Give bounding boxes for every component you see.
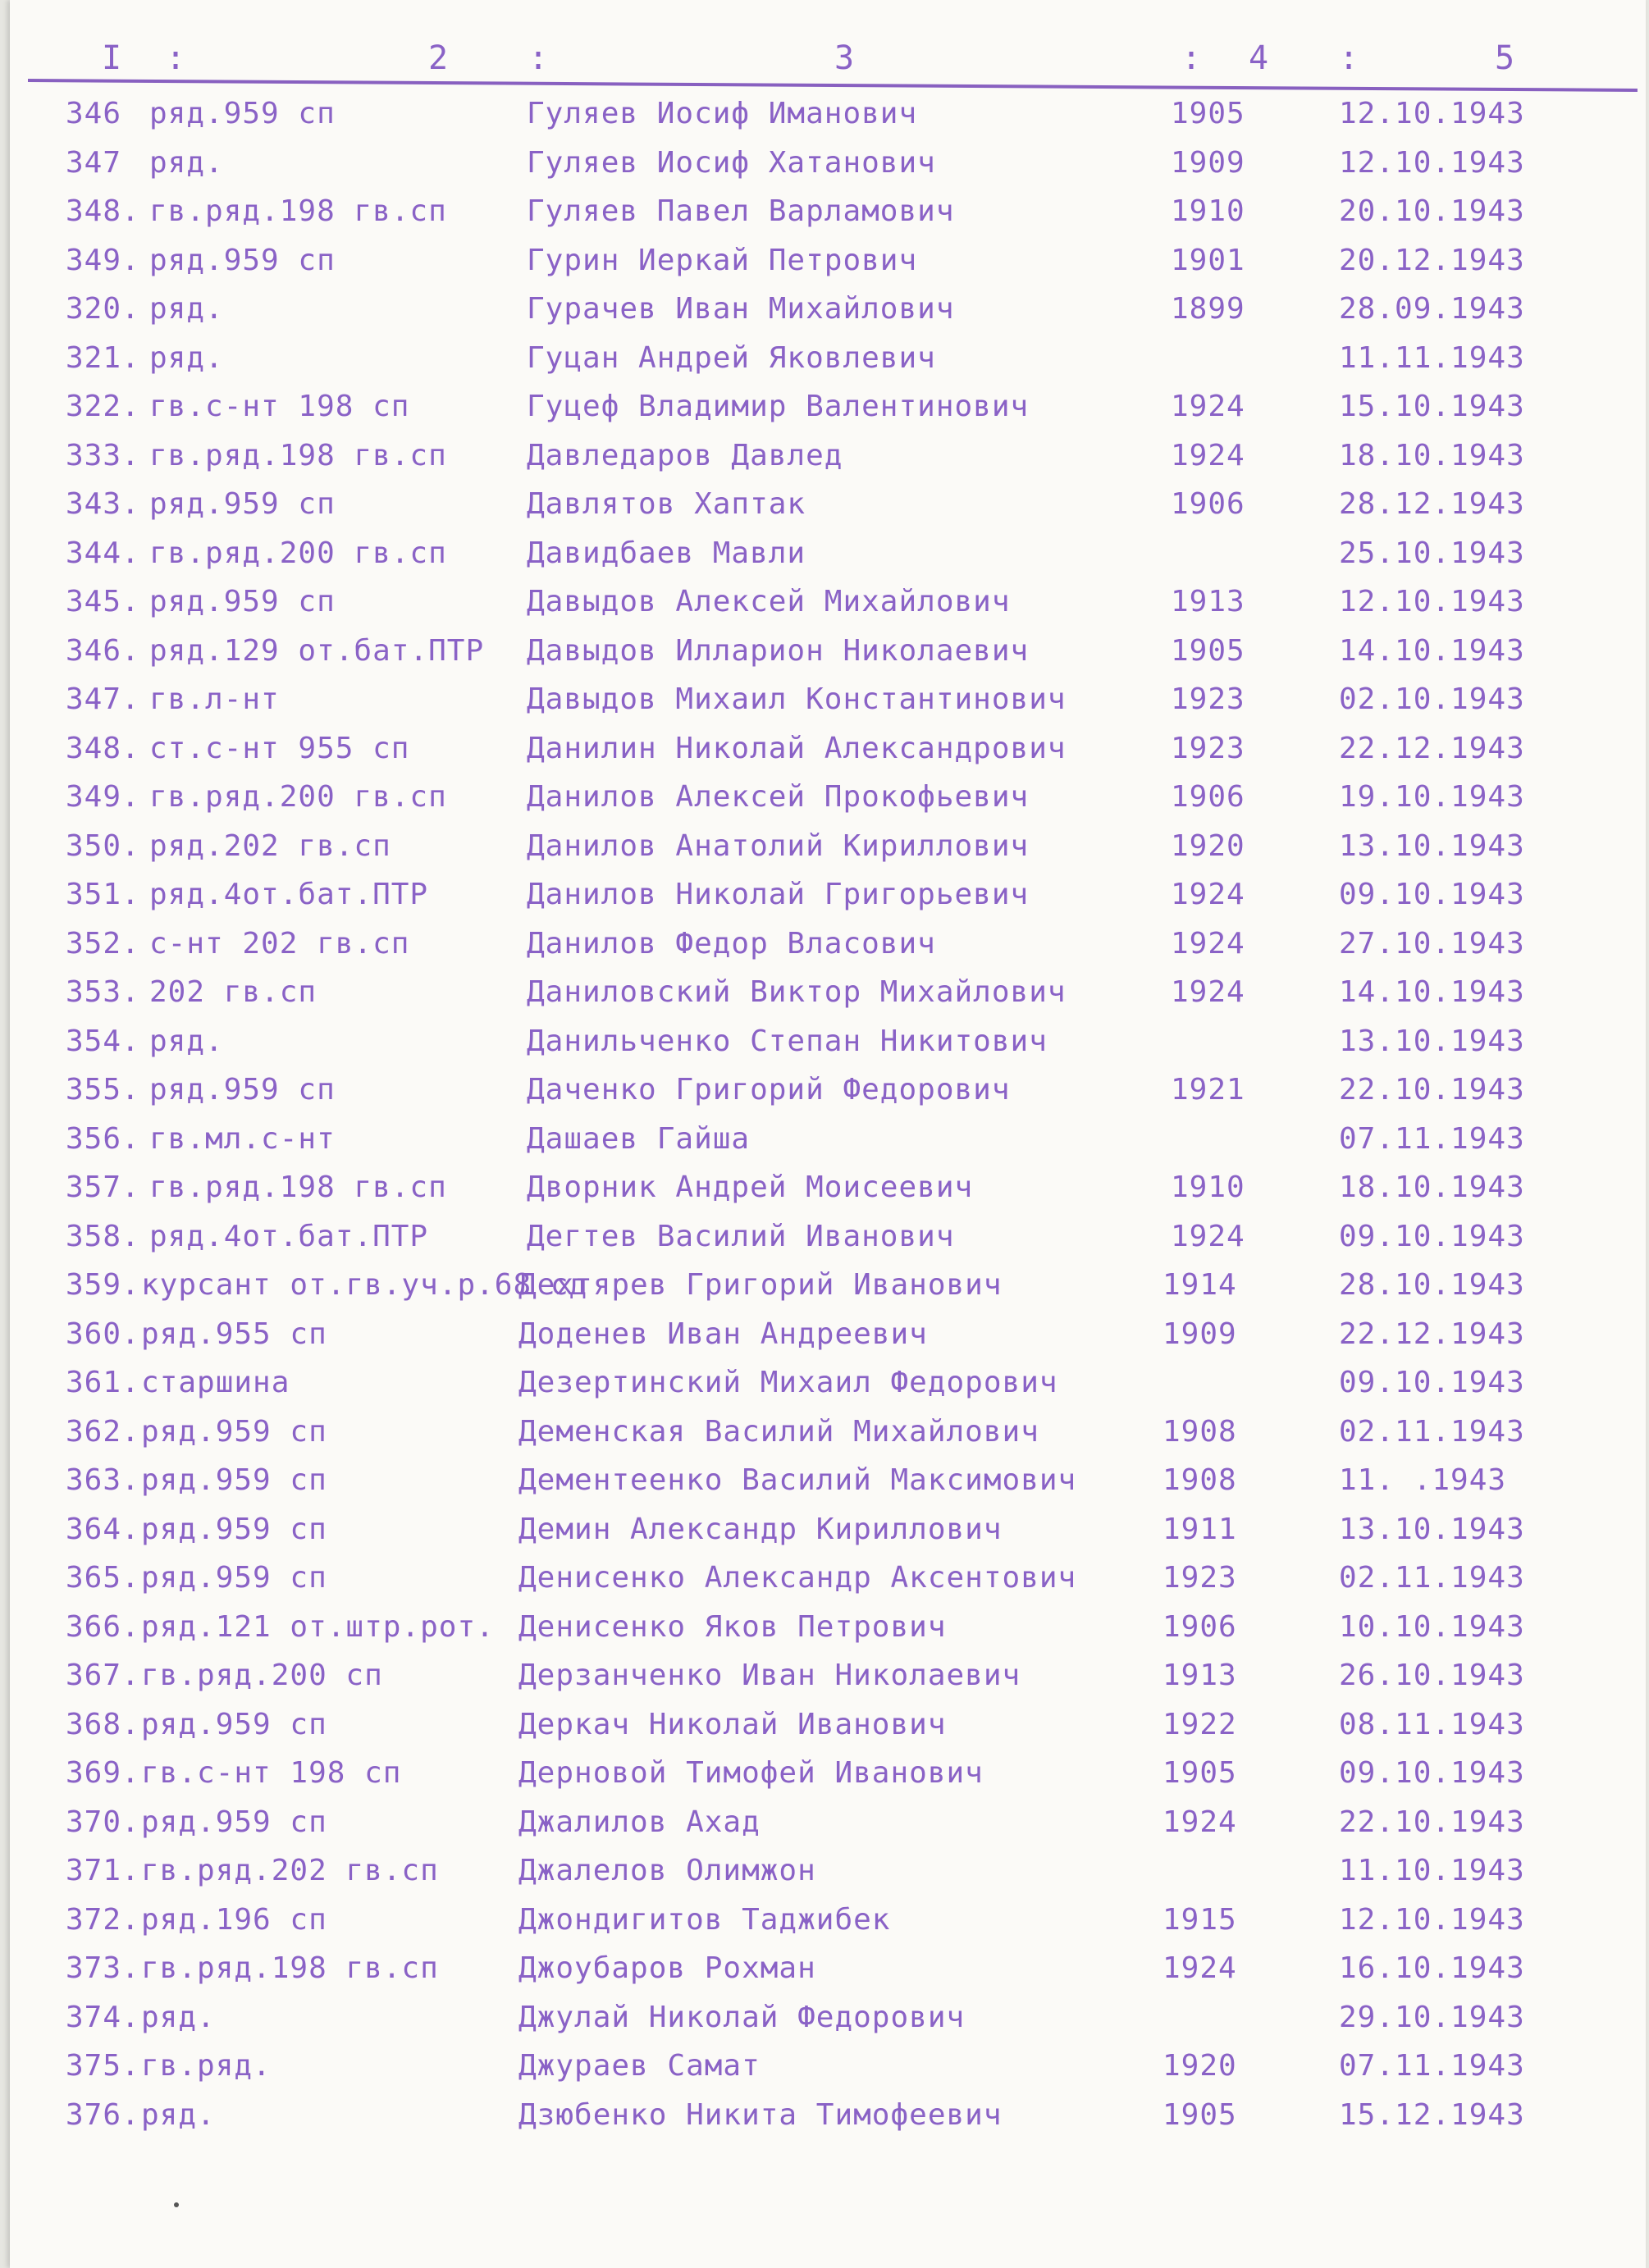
header-separator: : [1181,39,1203,77]
death-date: 12.10.1943 [1339,585,1525,618]
entry-number: 364. [66,1512,140,1546]
birth-year: 1924 [1171,1219,1245,1253]
list-row [10,1751,1646,1800]
death-date: 20.10.1943 [1339,194,1525,228]
full-name: Дерновой Тимофей Иванович [518,1756,984,1790]
rank-unit: ряд.4от.бат.ПТР [149,1219,429,1253]
entry-number: 373. [66,1951,140,1985]
birth-year: 1908 [1163,1463,1237,1497]
list-row [10,580,1646,629]
rank-unit: старшина [141,1366,290,1399]
death-date: 18.10.1943 [1339,1171,1525,1204]
full-name: Гурачев Иван Михайлович [527,292,955,326]
rank-unit: ряд.959 сп [141,1414,327,1449]
death-date: 26.10.1943 [1339,1659,1525,1692]
death-date: 02.11.1943 [1339,1561,1525,1595]
list-row [10,1654,1646,1703]
rank-unit: ряд.959 сп [149,1073,336,1107]
rank-unit: ряд.955 сп [141,1317,327,1351]
full-name: Доденев Иван Андреевич [518,1317,928,1351]
full-name: Дегтев Василий Иванович [527,1219,955,1253]
rank-unit: гв.л-нт [149,682,280,716]
entry-number: 366. [66,1609,140,1644]
death-date: 12.10.1943 [1339,145,1525,180]
list-row [10,1117,1646,1166]
rank-unit: ряд.959 сп [149,487,336,521]
rank-unit: гв.с-нт 198 сп [141,1756,402,1790]
entry-number: 374. [66,2000,140,2034]
birth-year: 1905 [1171,633,1245,668]
rank-unit: гв.ряд.198 гв.сп [149,438,447,472]
birth-year: 1908 [1163,1414,1237,1449]
list-row [10,482,1646,532]
rank-unit: 202 гв.сп [149,975,317,1009]
birth-year: 1914 [1163,1268,1237,1302]
entry-number: 321. [66,340,140,375]
document-page [10,0,1646,2268]
rank-unit: гв.ряд. [141,2049,272,2083]
death-date: 29.10.1943 [1339,2000,1525,2034]
rank-unit: ряд.959 сп [141,1805,327,1839]
list-row [10,2044,1646,2093]
death-date: 14.10.1943 [1339,633,1525,668]
list-row [10,532,1646,581]
entry-number: 355. [66,1073,140,1107]
full-name: Дехтярев Григорий Иванович [518,1268,1003,1302]
rank-unit: ряд.959 сп [149,97,336,130]
rank-unit: ряд.129 от.бат.ПТР [149,633,485,668]
death-date: 22.10.1943 [1339,1073,1525,1107]
birth-year: 1924 [1171,926,1245,961]
full-name: Джураев Самат [518,2049,761,2083]
full-name: Дзюбенко Никита Тимофеевич [518,2097,1003,2132]
entry-number: 343. [66,487,140,521]
list-row [10,727,1646,776]
birth-year: 1910 [1171,194,1245,228]
birth-year: 1924 [1163,1951,1237,1985]
list-row [10,1263,1646,1312]
birth-year: 1921 [1171,1073,1245,1107]
death-date: 11.10.1943 [1339,1854,1525,1887]
list-row [10,1410,1646,1459]
death-date: 19.10.1943 [1339,780,1525,814]
birth-year: 1922 [1163,1707,1237,1741]
full-name: Давыдов Михаил Константинович [527,682,1067,716]
list-row [10,1458,1646,1508]
header-col-4: 4 [1249,39,1270,77]
rank-unit: гв.ряд.200 сп [141,1659,383,1692]
birth-year: 1924 [1171,878,1245,911]
full-name: Деркач Николай Иванович [518,1707,947,1741]
death-date: 13.10.1943 [1339,1512,1525,1546]
death-date: 14.10.1943 [1339,975,1525,1009]
birth-year: 1911 [1163,1512,1237,1546]
full-name: Данилин Николай Александрович [527,731,1067,765]
list-row [10,1166,1646,1215]
full-name: Деменская Василий Михайлович [518,1414,1039,1449]
death-date: 02.11.1943 [1339,1414,1525,1449]
full-name: Джалилов Ахад [518,1805,761,1839]
list-row [10,1946,1646,1996]
entry-number: 368. [66,1707,140,1741]
entry-number: 363. [66,1463,140,1497]
entry-number: 348. [66,194,140,228]
list-row [10,239,1646,288]
full-name: Давледаров Давлед [527,438,843,472]
full-name: Дворник Андрей Моисеевич [527,1171,974,1204]
rank-unit: ряд.959 сп [141,1512,327,1546]
rank-unit: ряд. [149,1024,224,1058]
full-name: Давыдов Илларион Николаевич [527,633,1030,668]
list-row [10,385,1646,434]
header-separator: : [528,39,550,77]
death-date: 18.10.1943 [1339,438,1525,472]
full-name: Гурин Иеркай Петрович [527,243,918,277]
entry-number: 365. [66,1561,140,1595]
entry-number: 371. [66,1854,140,1887]
list-row [10,1508,1646,1557]
death-date: 25.10.1943 [1339,536,1525,570]
full-name: Гуцан Андрей Яковлевич [527,340,936,375]
full-name: Гуцеф Владимир Валентинович [527,390,1030,423]
list-row [10,775,1646,824]
paper-speck [174,2202,179,2207]
entry-number: 370. [66,1805,140,1839]
full-name: Гуляев Иосиф Хатанович [527,145,936,180]
list-row [10,1898,1646,1947]
full-name: Гуляев Павел Варламович [527,194,955,228]
entry-number: 351. [66,878,140,911]
full-name: Даниловский Виктор Михайлович [527,975,1067,1009]
list-row [10,336,1646,386]
list-row [10,1361,1646,1410]
rank-unit: ряд.959 сп [141,1707,327,1741]
birth-year: 1905 [1171,97,1245,130]
entry-number: 360. [66,1317,140,1351]
entry-number: 354. [66,1024,140,1058]
rank-unit: гв.с-нт 198 сп [149,390,410,423]
death-date: 16.10.1943 [1339,1951,1525,1985]
rank-unit: гв.ряд.200 гв.сп [149,536,447,570]
birth-year: 1899 [1171,292,1245,326]
entry-number: 333. [66,438,140,472]
entry-number: 349. [66,780,140,814]
header-col-5: 5 [1495,39,1516,77]
full-name: Данилов Федор Власович [527,926,936,961]
full-name: Денисенко Александр Аксентович [518,1561,1077,1595]
rank-unit: гв.ряд.200 гв.сп [149,780,447,814]
rank-unit: ряд. [141,2097,216,2132]
rank-unit: с-нт 202 гв.сп [149,926,410,961]
entry-number: 347 [66,145,122,180]
rank-unit: ряд.196 сп [141,1902,327,1937]
list-row [10,1068,1646,1117]
full-name: Денисенко Яков Петрович [518,1609,947,1644]
birth-year: 1924 [1171,438,1245,472]
birth-year: 1923 [1171,731,1245,765]
entry-number: 353. [66,975,140,1009]
full-name: Дементеенко Василий Максимович [518,1463,1077,1497]
rank-unit: ряд.959 сп [149,585,336,618]
birth-year: 1906 [1171,780,1245,814]
death-date: 15.12.1943 [1339,2097,1525,2132]
entry-number: 376. [66,2097,140,2132]
full-name: Дерзанченко Иван Николаевич [518,1659,1021,1692]
header-col-1: I [102,39,123,77]
birth-year: 1901 [1171,243,1245,277]
death-date: 20.12.1943 [1339,243,1525,277]
death-date: 11.11.1943 [1339,340,1525,375]
header-separator: : [1339,39,1360,77]
full-name: Джондигитов Таджибек [518,1902,891,1937]
birth-year: 1913 [1171,585,1245,618]
birth-year: 1913 [1163,1659,1237,1692]
entry-number: 346 [66,97,122,130]
header-col-2: 2 [428,39,450,77]
entry-number: 320. [66,292,140,326]
death-date: 09.10.1943 [1339,1756,1525,1790]
entry-number: 346. [66,633,140,668]
death-date: 15.10.1943 [1339,390,1525,423]
entry-number: 372. [66,1902,140,1937]
full-name: Джулай Николай Федорович [518,2000,966,2034]
death-date: 27.10.1943 [1339,926,1525,961]
list-row [10,922,1646,971]
entry-number: 375. [66,2049,140,2083]
birth-year: 1920 [1163,2049,1237,2083]
death-date: 13.10.1943 [1339,1024,1525,1058]
birth-year: 1909 [1171,145,1245,180]
list-row [10,824,1646,874]
rank-unit: ст.с-нт 955 сп [149,731,410,765]
birth-year: 1915 [1163,1902,1237,1937]
entry-number: 357. [66,1171,140,1204]
death-date: 11. .1943 [1339,1463,1507,1497]
full-name: Давыдов Алексей Михайлович [527,585,1011,618]
rank-unit: гв.ряд.202 гв.сп [141,1854,439,1887]
list-row [10,629,1646,678]
death-date: 28.12.1943 [1339,487,1525,521]
rank-unit: ряд.4от.бат.ПТР [149,878,429,911]
full-name: Данилов Алексей Прокофьевич [527,780,1030,814]
list-row [10,1605,1646,1654]
rank-unit: ряд. [141,2000,216,2034]
list-row [10,1020,1646,1069]
death-date: 22.10.1943 [1339,1805,1525,1839]
full-name: Дезертинский Михаил Федорович [518,1366,1058,1399]
casualty-list [10,92,1646,2142]
death-date: 12.10.1943 [1339,1902,1525,1937]
entry-number: 367. [66,1659,140,1692]
list-row [10,873,1646,922]
entry-number: 322. [66,390,140,423]
list-row [10,92,1646,141]
entry-number: 362. [66,1414,140,1449]
full-name: Данильченко Степан Никитович [527,1024,1048,1058]
birth-year: 1924 [1163,1805,1237,1839]
rank-unit: ряд.959 сп [141,1463,327,1497]
rank-unit: ряд.202 гв.сп [149,828,391,863]
entry-number: 358. [66,1219,140,1253]
birth-year: 1906 [1171,487,1245,521]
list-row [10,1556,1646,1605]
entry-number: 349. [66,243,140,277]
birth-year: 1905 [1163,2097,1237,2132]
death-date: 22.12.1943 [1339,731,1525,765]
list-row [10,970,1646,1020]
birth-year: 1923 [1171,682,1245,716]
full-name: Данилов Николай Григорьевич [527,878,1030,911]
header-col-3: 3 [834,39,856,77]
rank-unit: гв.ряд.198 гв.сп [149,1171,447,1204]
list-row [10,2093,1646,2143]
rank-unit: ряд. [149,292,224,326]
entry-number: 361. [66,1366,140,1399]
list-row [10,1215,1646,1264]
rank-unit: гв.ряд.198 гв.сп [141,1951,439,1985]
list-row [10,678,1646,727]
full-name: Данилов Анатолий Кириллович [527,828,1030,863]
list-row [10,1849,1646,1898]
entry-number: 369. [66,1756,140,1790]
entry-number: 348. [66,731,140,765]
full-name: Демин Александр Кириллович [518,1512,1003,1546]
full-name: Давлятов Хаптак [527,487,806,521]
birth-year: 1923 [1163,1561,1237,1595]
rank-unit: ряд. [149,340,224,375]
full-name: Дашаев Гайша [527,1121,751,1156]
death-date: 22.12.1943 [1339,1317,1525,1351]
rank-unit: ряд.959 сп [149,243,336,277]
death-date: 09.10.1943 [1339,1366,1525,1399]
death-date: 12.10.1943 [1339,97,1525,130]
birth-year: 1906 [1163,1609,1237,1644]
entry-number: 359. [66,1268,140,1302]
death-date: 07.11.1943 [1339,2049,1525,2083]
birth-year: 1909 [1163,1317,1237,1351]
death-date: 28.09.1943 [1339,292,1525,326]
header-separator: : [166,39,187,77]
death-date: 02.10.1943 [1339,682,1525,716]
death-date: 13.10.1943 [1339,828,1525,863]
list-row [10,1703,1646,1752]
birth-year: 1910 [1171,1171,1245,1204]
entry-number: 352. [66,926,140,961]
death-date: 09.10.1943 [1339,1219,1525,1253]
birth-year: 1924 [1171,390,1245,423]
list-row [10,141,1646,190]
full-name: Джоубаров Рохман [518,1951,816,1985]
full-name: Даченко Григорий Федорович [527,1073,1011,1107]
full-name: Давидбаев Мавли [527,536,806,570]
entry-number: 347. [66,682,140,716]
entry-number: 344. [66,536,140,570]
rank-unit: гв.ряд.198 гв.сп [149,194,447,228]
rank-unit: курсант от.гв.уч.р.68 сд [141,1268,588,1302]
list-row [10,434,1646,483]
list-row [10,189,1646,239]
birth-year: 1920 [1171,828,1245,863]
list-row [10,1800,1646,1850]
entry-number: 345. [66,585,140,618]
full-name: Джалелов Олимжон [518,1854,816,1887]
entry-number: 350. [66,828,140,863]
death-date: 08.11.1943 [1339,1707,1525,1741]
death-date: 28.10.1943 [1339,1268,1525,1302]
list-row [10,1312,1646,1362]
rank-unit: гв.мл.с-нт [149,1121,336,1156]
death-date: 10.10.1943 [1339,1609,1525,1644]
death-date: 09.10.1943 [1339,878,1525,911]
rank-unit: ряд. [149,145,224,180]
rank-unit: ряд.121 от.штр.рот. [141,1609,495,1644]
entry-number: 356. [66,1121,140,1156]
full-name: Гуляев Иосиф Иманович [527,97,918,130]
birth-year: 1924 [1171,975,1245,1009]
list-row [10,287,1646,336]
list-row [10,1996,1646,2045]
birth-year: 1905 [1163,1756,1237,1790]
death-date: 07.11.1943 [1339,1121,1525,1156]
rank-unit: ряд.959 сп [141,1561,327,1595]
